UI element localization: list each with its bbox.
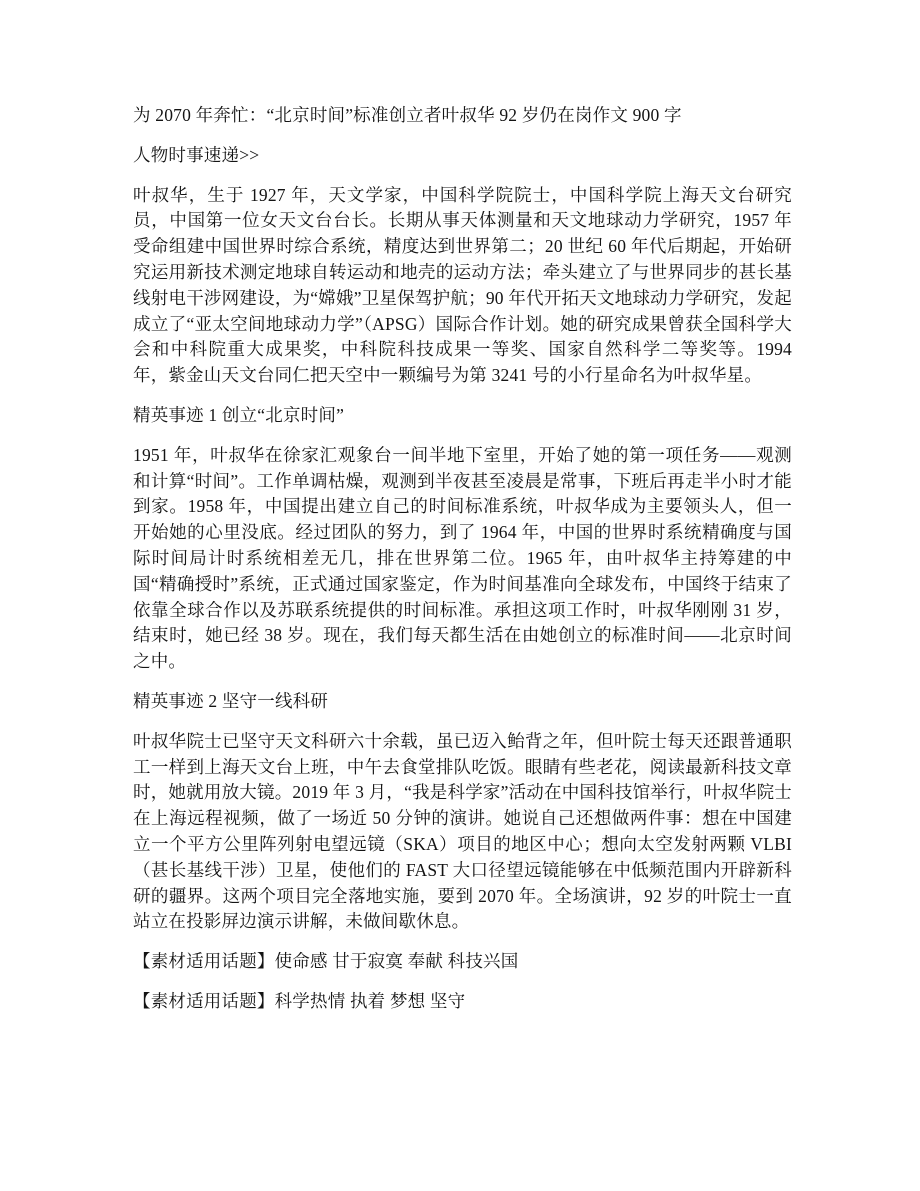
topics-line-2: 【素材适用话题】科学热情 执着 梦想 坚守 — [133, 990, 466, 1011]
section-heading-2: 精英事迹 2 坚守一线科研 — [133, 690, 329, 711]
intro-label: 人物时事速递>> — [133, 144, 260, 165]
bio-paragraph: 叶叔华，生于 1927 年，天文学家，中国科学院院士，中国科学院上海天文台研究员，中国第一位女天文台台长。长期从事天体测量和天文地球动力学研究，1957 年受命组建中国世界时综合系统，精度达到世界第二；20 世纪 60 年代后期起，开始研究运用新技术测定地球自转运动和地壳的运动方法；牵头建立了与世界同步的甚长基线射电干涉网建设，为“嫦娥”卫星保驾护航；90 年代开拓天文地球动力学研究，发起成立了“亚太空间地球动力学”（APSG）国际合作计划。她的研究成果曾获全国科学大会和中科院重大成果奖，中科院科技成果一等奖、国家自然科学二等奖等。1994 年，紫金山天文台同仁把天空中一颗编号为第 3241 号的小行星命名为叶叔华星。 — [133, 184, 792, 386]
section-heading-1: 精英事迹 1 创立“北京时间” — [133, 404, 345, 425]
story-paragraph-1: 1951 年，叶叔华在徐家汇观象台一间半地下室里，开始了她的第一项任务——观测和计算“时间”。工作单调枯燥，观测到半夜甚至凌晨是常事，下班后再走半小时才能到家。1958 年，中国提出建立自己的时间标准系统，叶叔华成为主要领头人，但一开始她的心里没底。经过团队的努力，到了 1964 年，中国的世界时系统精确度与国际时间局计时系统相差无几，排在世界第二位。1965 年，由叶叔华主持筹建的中国“精确授时”系统，正式通过国家鉴定，作为时间基准向全球发布，中国终于结束了依靠全球合作以及苏联系统提供的时间标准。承担这项工作时，叶叔华刚刚 31 岁，结束时，她已经 38 岁。现在，我们每天都生活在由她创立的标准时间——北京时间之中。 — [133, 444, 792, 672]
topics-line-1: 【素材适用话题】使命感 甘于寂寞 奉献 科技兴国 — [133, 951, 519, 972]
doc-title: 为 2070 年奔忙：“北京时间”标准创立者叶叔华 92 岁仍在岗作文 900 字 — [133, 105, 682, 125]
story-paragraph-2: 叶叔华院士已坚守天文科研六十余载，虽已迈入鲐背之年，但叶院士每天还跟普通职工一样到上海天文台上班，中午去食堂排队吃饭。眼睛有些老花，阅读最新科技文章时，她就用放大镜。2019 年 3 月，“我是科学家”活动在中国科技馆举行，叶叔华院士在上海远程视频，做了一场近 50 分钟的演讲。她说自己还想做两件事：想在中国建立一个平方公里阵列射电望远镜（SKA）项目的地区中心；想向太空发射两颗 VLBI（甚长基线干涉）卫星，使他们的 FAST 大口径望远镜能够在中低频范围内开辟新科研的疆界。这两个项目完全落地实施，要到 2070 年。全场演讲，92 岁的叶院士一直站立在投影屏边演示讲解，未做间歇休息。 — [133, 730, 792, 932]
